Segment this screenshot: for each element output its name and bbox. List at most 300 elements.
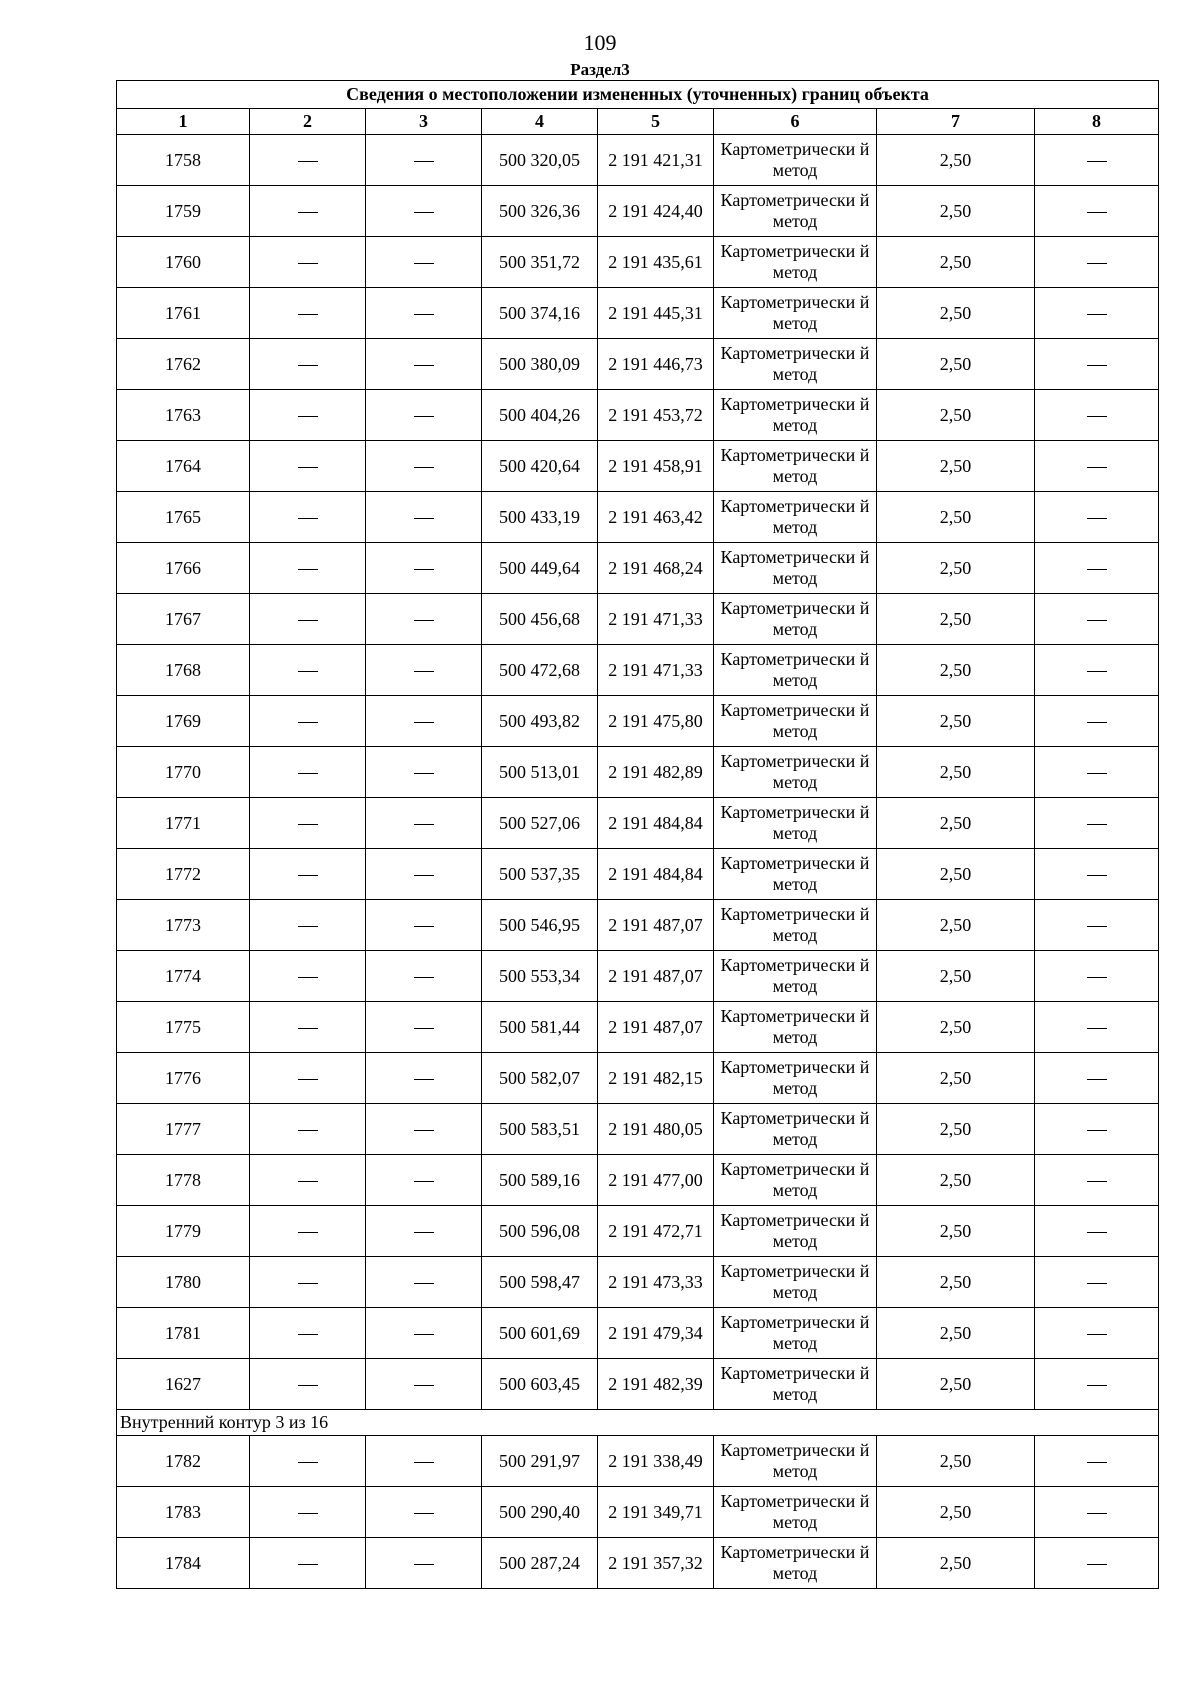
- empty-cell: [366, 1002, 482, 1053]
- coordinate-x: 500 581,44: [482, 1002, 598, 1053]
- precision-cell: 2,50: [877, 441, 1035, 492]
- empty-cell: [366, 492, 482, 543]
- precision-cell: 2,50: [877, 390, 1035, 441]
- coordinate-x: 500 449,64: [482, 543, 598, 594]
- empty-cell: [1035, 339, 1159, 390]
- coordinate-y: 2 191 349,71: [598, 1487, 714, 1538]
- empty-cell: [1035, 900, 1159, 951]
- empty-cell: [366, 1206, 482, 1257]
- dash-mark: [1087, 1181, 1107, 1182]
- empty-cell: [1035, 543, 1159, 594]
- table-row: [117, 543, 1159, 594]
- dash-mark: [298, 1513, 318, 1514]
- dash-mark: [298, 1385, 318, 1386]
- table-row: [117, 1308, 1159, 1359]
- point-number: 1776: [117, 1053, 250, 1104]
- point-number: 1784: [117, 1538, 250, 1589]
- coordinate-x: 500 601,69: [482, 1308, 598, 1359]
- dash-mark: [414, 1513, 434, 1514]
- method-cell: Картометрически й метод: [714, 1104, 877, 1155]
- coordinate-x: 500 380,09: [482, 339, 598, 390]
- dash-mark: [414, 671, 434, 672]
- dash-mark: [414, 1334, 434, 1335]
- dash-mark: [414, 569, 434, 570]
- empty-cell: [250, 288, 366, 339]
- point-number: 1780: [117, 1257, 250, 1308]
- dash-mark: [1087, 926, 1107, 927]
- table-row: [117, 339, 1159, 390]
- empty-cell: [1035, 1053, 1159, 1104]
- empty-cell: [366, 798, 482, 849]
- empty-cell: [366, 1053, 482, 1104]
- table-row: [117, 237, 1159, 288]
- table-row: [117, 390, 1159, 441]
- dash-mark: [414, 926, 434, 927]
- empty-cell: [250, 1359, 366, 1410]
- table-row: [117, 594, 1159, 645]
- coordinate-y: 2 191 484,84: [598, 849, 714, 900]
- empty-cell: [1035, 1487, 1159, 1538]
- column-header: 7: [877, 109, 1035, 135]
- coordinate-y: 2 191 484,84: [598, 798, 714, 849]
- coordinate-y: 2 191 482,15: [598, 1053, 714, 1104]
- point-number: 1763: [117, 390, 250, 441]
- precision-cell: 2,50: [877, 849, 1035, 900]
- table-body-outer-contour: [117, 135, 1159, 1410]
- point-number: 1773: [117, 900, 250, 951]
- dash-mark: [1087, 773, 1107, 774]
- empty-cell: [1035, 849, 1159, 900]
- dash-mark: [298, 773, 318, 774]
- coordinate-x: 500 546,95: [482, 900, 598, 951]
- method-cell: Картометрически й метод: [714, 594, 877, 645]
- dash-mark: [1087, 416, 1107, 417]
- method-cell: Картометрически й метод: [714, 951, 877, 1002]
- coordinate-y: 2 191 357,32: [598, 1538, 714, 1589]
- method-cell: Картометрически й метод: [714, 186, 877, 237]
- dash-mark: [414, 518, 434, 519]
- empty-cell: [250, 1436, 366, 1487]
- dash-mark: [298, 722, 318, 723]
- point-number: 1766: [117, 543, 250, 594]
- table-row: [117, 900, 1159, 951]
- dash-mark: [1087, 1462, 1107, 1463]
- dash-mark: [1087, 1513, 1107, 1514]
- page-number: 109: [583, 30, 617, 55]
- precision-cell: 2,50: [877, 1155, 1035, 1206]
- empty-cell: [250, 441, 366, 492]
- dash-mark: [298, 1232, 318, 1233]
- method-cell: Картометрически й метод: [714, 1487, 877, 1538]
- point-number: 1779: [117, 1206, 250, 1257]
- dash-mark: [1087, 1385, 1107, 1386]
- empty-cell: [366, 747, 482, 798]
- empty-cell: [366, 186, 482, 237]
- table-row: [117, 645, 1159, 696]
- dash-mark: [1087, 1079, 1107, 1080]
- column-header: 3: [366, 109, 482, 135]
- empty-cell: [366, 900, 482, 951]
- coordinate-y: 2 191 475,80: [598, 696, 714, 747]
- empty-cell: [250, 1053, 366, 1104]
- empty-cell: [250, 696, 366, 747]
- empty-cell: [250, 1206, 366, 1257]
- empty-cell: [1035, 1002, 1159, 1053]
- point-number: 1772: [117, 849, 250, 900]
- dash-mark: [414, 1079, 434, 1080]
- method-cell: Картометрически й метод: [714, 492, 877, 543]
- empty-cell: [250, 186, 366, 237]
- table-row: [117, 492, 1159, 543]
- dash-mark: [414, 212, 434, 213]
- dash-mark: [298, 1283, 318, 1284]
- table-body-subsection: [117, 1410, 1159, 1436]
- dash-mark: [1087, 212, 1107, 213]
- dash-mark: [414, 773, 434, 774]
- coordinate-x: 500 582,07: [482, 1053, 598, 1104]
- empty-cell: [250, 1002, 366, 1053]
- dash-mark: [1087, 1232, 1107, 1233]
- empty-cell: [250, 645, 366, 696]
- empty-cell: [250, 1104, 366, 1155]
- column-header: 2: [250, 109, 366, 135]
- coordinate-y: 2 191 338,49: [598, 1436, 714, 1487]
- table-row: [117, 1359, 1159, 1410]
- table-caption: Сведения о местоположении измененных (уточненных) границ объекта: [117, 81, 1159, 109]
- method-cell: Картометрически й метод: [714, 390, 877, 441]
- table-row: [117, 849, 1159, 900]
- dash-mark: [414, 161, 434, 162]
- dash-mark: [298, 314, 318, 315]
- coordinate-x: 500 603,45: [482, 1359, 598, 1410]
- coordinate-y: 2 191 463,42: [598, 492, 714, 543]
- coordinate-y: 2 191 446,73: [598, 339, 714, 390]
- empty-cell: [1035, 594, 1159, 645]
- point-number: 1777: [117, 1104, 250, 1155]
- precision-cell: 2,50: [877, 1359, 1035, 1410]
- coordinate-y: 2 191 482,39: [598, 1359, 714, 1410]
- empty-cell: [366, 849, 482, 900]
- dash-mark: [414, 1232, 434, 1233]
- table-row: [117, 1206, 1159, 1257]
- point-number: 1765: [117, 492, 250, 543]
- coordinate-y: 2 191 471,33: [598, 645, 714, 696]
- point-number: 1769: [117, 696, 250, 747]
- method-cell: Картометрически й метод: [714, 1257, 877, 1308]
- coordinate-x: 500 320,05: [482, 135, 598, 186]
- coordinate-x: 500 493,82: [482, 696, 598, 747]
- point-number: 1782: [117, 1436, 250, 1487]
- empty-cell: [366, 645, 482, 696]
- empty-cell: [250, 594, 366, 645]
- precision-cell: 2,50: [877, 543, 1035, 594]
- method-cell: Картометрически й метод: [714, 1053, 877, 1104]
- empty-cell: [250, 900, 366, 951]
- dash-mark: [414, 467, 434, 468]
- empty-cell: [1035, 237, 1159, 288]
- empty-cell: [366, 1487, 482, 1538]
- empty-cell: [366, 594, 482, 645]
- precision-cell: 2,50: [877, 798, 1035, 849]
- dash-mark: [414, 263, 434, 264]
- empty-cell: [250, 135, 366, 186]
- dash-mark: [1087, 1130, 1107, 1131]
- coordinate-y: 2 191 468,24: [598, 543, 714, 594]
- coordinate-y: 2 191 472,71: [598, 1206, 714, 1257]
- coordinate-x: 500 420,64: [482, 441, 598, 492]
- method-cell: Картометрически й метод: [714, 1436, 877, 1487]
- coordinate-x: 500 326,36: [482, 186, 598, 237]
- method-cell: Картометрически й метод: [714, 1206, 877, 1257]
- coordinate-y: 2 191 435,61: [598, 237, 714, 288]
- coordinate-y: 2 191 421,31: [598, 135, 714, 186]
- dash-mark: [414, 1564, 434, 1565]
- table-row: [117, 1257, 1159, 1308]
- dash-mark: [1087, 722, 1107, 723]
- dash-mark: [414, 1385, 434, 1386]
- empty-cell: [1035, 1104, 1159, 1155]
- empty-cell: [1035, 1308, 1159, 1359]
- dash-mark: [1087, 875, 1107, 876]
- coordinate-y: 2 191 487,07: [598, 900, 714, 951]
- precision-cell: 2,50: [877, 1206, 1035, 1257]
- empty-cell: [250, 390, 366, 441]
- dash-mark: [298, 416, 318, 417]
- empty-cell: [366, 339, 482, 390]
- column-header-row: [117, 109, 1159, 135]
- table-row: [117, 186, 1159, 237]
- precision-cell: 2,50: [877, 1487, 1035, 1538]
- empty-cell: [366, 288, 482, 339]
- table-row: [117, 1053, 1159, 1104]
- empty-cell: [366, 543, 482, 594]
- method-cell: Картометрически й метод: [714, 1359, 877, 1410]
- precision-cell: 2,50: [877, 1104, 1035, 1155]
- dash-mark: [298, 926, 318, 927]
- empty-cell: [250, 339, 366, 390]
- coordinate-x: 500 472,68: [482, 645, 598, 696]
- coordinate-x: 500 404,26: [482, 390, 598, 441]
- empty-cell: [1035, 747, 1159, 798]
- empty-cell: [250, 1487, 366, 1538]
- dash-mark: [414, 1462, 434, 1463]
- method-cell: Картометрически й метод: [714, 696, 877, 747]
- point-number: 1771: [117, 798, 250, 849]
- dash-mark: [298, 1334, 318, 1335]
- table-row: [117, 1538, 1159, 1589]
- coordinate-y: 2 191 479,34: [598, 1308, 714, 1359]
- dash-mark: [298, 824, 318, 825]
- empty-cell: [366, 1308, 482, 1359]
- method-cell: Картометрически й метод: [714, 339, 877, 390]
- dash-mark: [1087, 824, 1107, 825]
- boundary-table: [116, 80, 1159, 1589]
- coordinate-x: 500 290,40: [482, 1487, 598, 1538]
- dash-mark: [1087, 263, 1107, 264]
- dash-mark: [414, 824, 434, 825]
- table-row: [117, 696, 1159, 747]
- table-row: [117, 441, 1159, 492]
- coordinate-y: 2 191 480,05: [598, 1104, 714, 1155]
- coordinate-y: 2 191 471,33: [598, 594, 714, 645]
- method-cell: Картометрически й метод: [714, 645, 877, 696]
- dash-mark: [298, 875, 318, 876]
- coordinate-y: 2 191 473,33: [598, 1257, 714, 1308]
- dash-mark: [1087, 620, 1107, 621]
- method-cell: Картометрически й метод: [714, 237, 877, 288]
- point-number: 1758: [117, 135, 250, 186]
- empty-cell: [1035, 390, 1159, 441]
- coordinate-y: 2 191 445,31: [598, 288, 714, 339]
- method-cell: Картометрически й метод: [714, 441, 877, 492]
- precision-cell: 2,50: [877, 135, 1035, 186]
- dash-mark: [414, 1283, 434, 1284]
- empty-cell: [1035, 288, 1159, 339]
- empty-cell: [250, 1155, 366, 1206]
- empty-cell: [366, 1538, 482, 1589]
- method-cell: Картометрически й метод: [714, 1538, 877, 1589]
- table-row: [117, 1436, 1159, 1487]
- empty-cell: [1035, 798, 1159, 849]
- coordinate-x: 500 583,51: [482, 1104, 598, 1155]
- precision-cell: 2,50: [877, 492, 1035, 543]
- empty-cell: [250, 798, 366, 849]
- point-number: 1760: [117, 237, 250, 288]
- precision-cell: 2,50: [877, 1436, 1035, 1487]
- dash-mark: [414, 1130, 434, 1131]
- dash-mark: [1087, 671, 1107, 672]
- empty-cell: [366, 441, 482, 492]
- point-number: 1783: [117, 1487, 250, 1538]
- table-row: [117, 1487, 1159, 1538]
- dash-mark: [298, 620, 318, 621]
- empty-cell: [250, 543, 366, 594]
- coordinate-y: 2 191 487,07: [598, 951, 714, 1002]
- dash-mark: [298, 671, 318, 672]
- empty-cell: [366, 1436, 482, 1487]
- coordinate-x: 500 456,68: [482, 594, 598, 645]
- coordinate-x: 500 598,47: [482, 1257, 598, 1308]
- dash-mark: [1087, 977, 1107, 978]
- precision-cell: 2,50: [877, 186, 1035, 237]
- method-cell: Картометрически й метод: [714, 543, 877, 594]
- empty-cell: [366, 696, 482, 747]
- method-cell: Картометрически й метод: [714, 1308, 877, 1359]
- dash-mark: [414, 722, 434, 723]
- empty-cell: [250, 1308, 366, 1359]
- empty-cell: [366, 951, 482, 1002]
- dash-mark: [298, 212, 318, 213]
- table-row: [117, 747, 1159, 798]
- dash-mark: [414, 314, 434, 315]
- precision-cell: 2,50: [877, 1257, 1035, 1308]
- dash-mark: [1087, 1028, 1107, 1029]
- dash-mark: [298, 1130, 318, 1131]
- coordinate-x: 500 291,97: [482, 1436, 598, 1487]
- table-row: [117, 135, 1159, 186]
- point-number: 1767: [117, 594, 250, 645]
- coordinate-x: 500 287,24: [482, 1538, 598, 1589]
- dash-mark: [414, 620, 434, 621]
- dash-mark: [1087, 314, 1107, 315]
- dash-mark: [1087, 1283, 1107, 1284]
- coordinate-x: 500 351,72: [482, 237, 598, 288]
- dash-mark: [298, 1079, 318, 1080]
- point-number: 1775: [117, 1002, 250, 1053]
- subsection-label: Внутренний контур 3 из 16: [117, 1410, 1159, 1436]
- dash-mark: [298, 1028, 318, 1029]
- coordinate-y: 2 191 424,40: [598, 186, 714, 237]
- empty-cell: [366, 1104, 482, 1155]
- empty-cell: [366, 390, 482, 441]
- table-row: [117, 951, 1159, 1002]
- precision-cell: 2,50: [877, 696, 1035, 747]
- dash-mark: [414, 875, 434, 876]
- dash-mark: [414, 1181, 434, 1182]
- empty-cell: [366, 135, 482, 186]
- point-number: 1764: [117, 441, 250, 492]
- column-header: 4: [482, 109, 598, 135]
- empty-cell: [1035, 1206, 1159, 1257]
- precision-cell: 2,50: [877, 645, 1035, 696]
- dash-mark: [1087, 1334, 1107, 1335]
- coordinate-x: 500 374,16: [482, 288, 598, 339]
- precision-cell: 2,50: [877, 1053, 1035, 1104]
- dash-mark: [298, 977, 318, 978]
- empty-cell: [1035, 645, 1159, 696]
- dash-mark: [1087, 518, 1107, 519]
- coordinate-x: 500 433,19: [482, 492, 598, 543]
- method-cell: Картометрически й метод: [714, 135, 877, 186]
- empty-cell: [1035, 441, 1159, 492]
- precision-cell: 2,50: [877, 951, 1035, 1002]
- coordinate-x: 500 589,16: [482, 1155, 598, 1206]
- precision-cell: 2,50: [877, 288, 1035, 339]
- dash-mark: [414, 365, 434, 366]
- method-cell: Картометрически й метод: [714, 1155, 877, 1206]
- empty-cell: [366, 1155, 482, 1206]
- coordinate-y: 2 191 477,00: [598, 1155, 714, 1206]
- dash-mark: [1087, 161, 1107, 162]
- column-header: 8: [1035, 109, 1159, 135]
- dash-mark: [298, 365, 318, 366]
- coordinate-x: 500 596,08: [482, 1206, 598, 1257]
- empty-cell: [1035, 1359, 1159, 1410]
- column-header: 6: [714, 109, 877, 135]
- empty-cell: [1035, 135, 1159, 186]
- method-cell: Картометрически й метод: [714, 798, 877, 849]
- column-header: 5: [598, 109, 714, 135]
- empty-cell: [250, 951, 366, 1002]
- precision-cell: 2,50: [877, 1538, 1035, 1589]
- dash-mark: [414, 977, 434, 978]
- method-cell: Картометрически й метод: [714, 288, 877, 339]
- dash-mark: [414, 416, 434, 417]
- section-title: Раздел3: [570, 60, 630, 79]
- empty-cell: [366, 1257, 482, 1308]
- empty-cell: [250, 492, 366, 543]
- point-number: 1781: [117, 1308, 250, 1359]
- point-number: 1761: [117, 288, 250, 339]
- precision-cell: 2,50: [877, 1002, 1035, 1053]
- precision-cell: 2,50: [877, 339, 1035, 390]
- coordinate-y: 2 191 458,91: [598, 441, 714, 492]
- point-number: 1774: [117, 951, 250, 1002]
- dash-mark: [1087, 569, 1107, 570]
- empty-cell: [250, 237, 366, 288]
- empty-cell: [366, 237, 482, 288]
- point-number: 1762: [117, 339, 250, 390]
